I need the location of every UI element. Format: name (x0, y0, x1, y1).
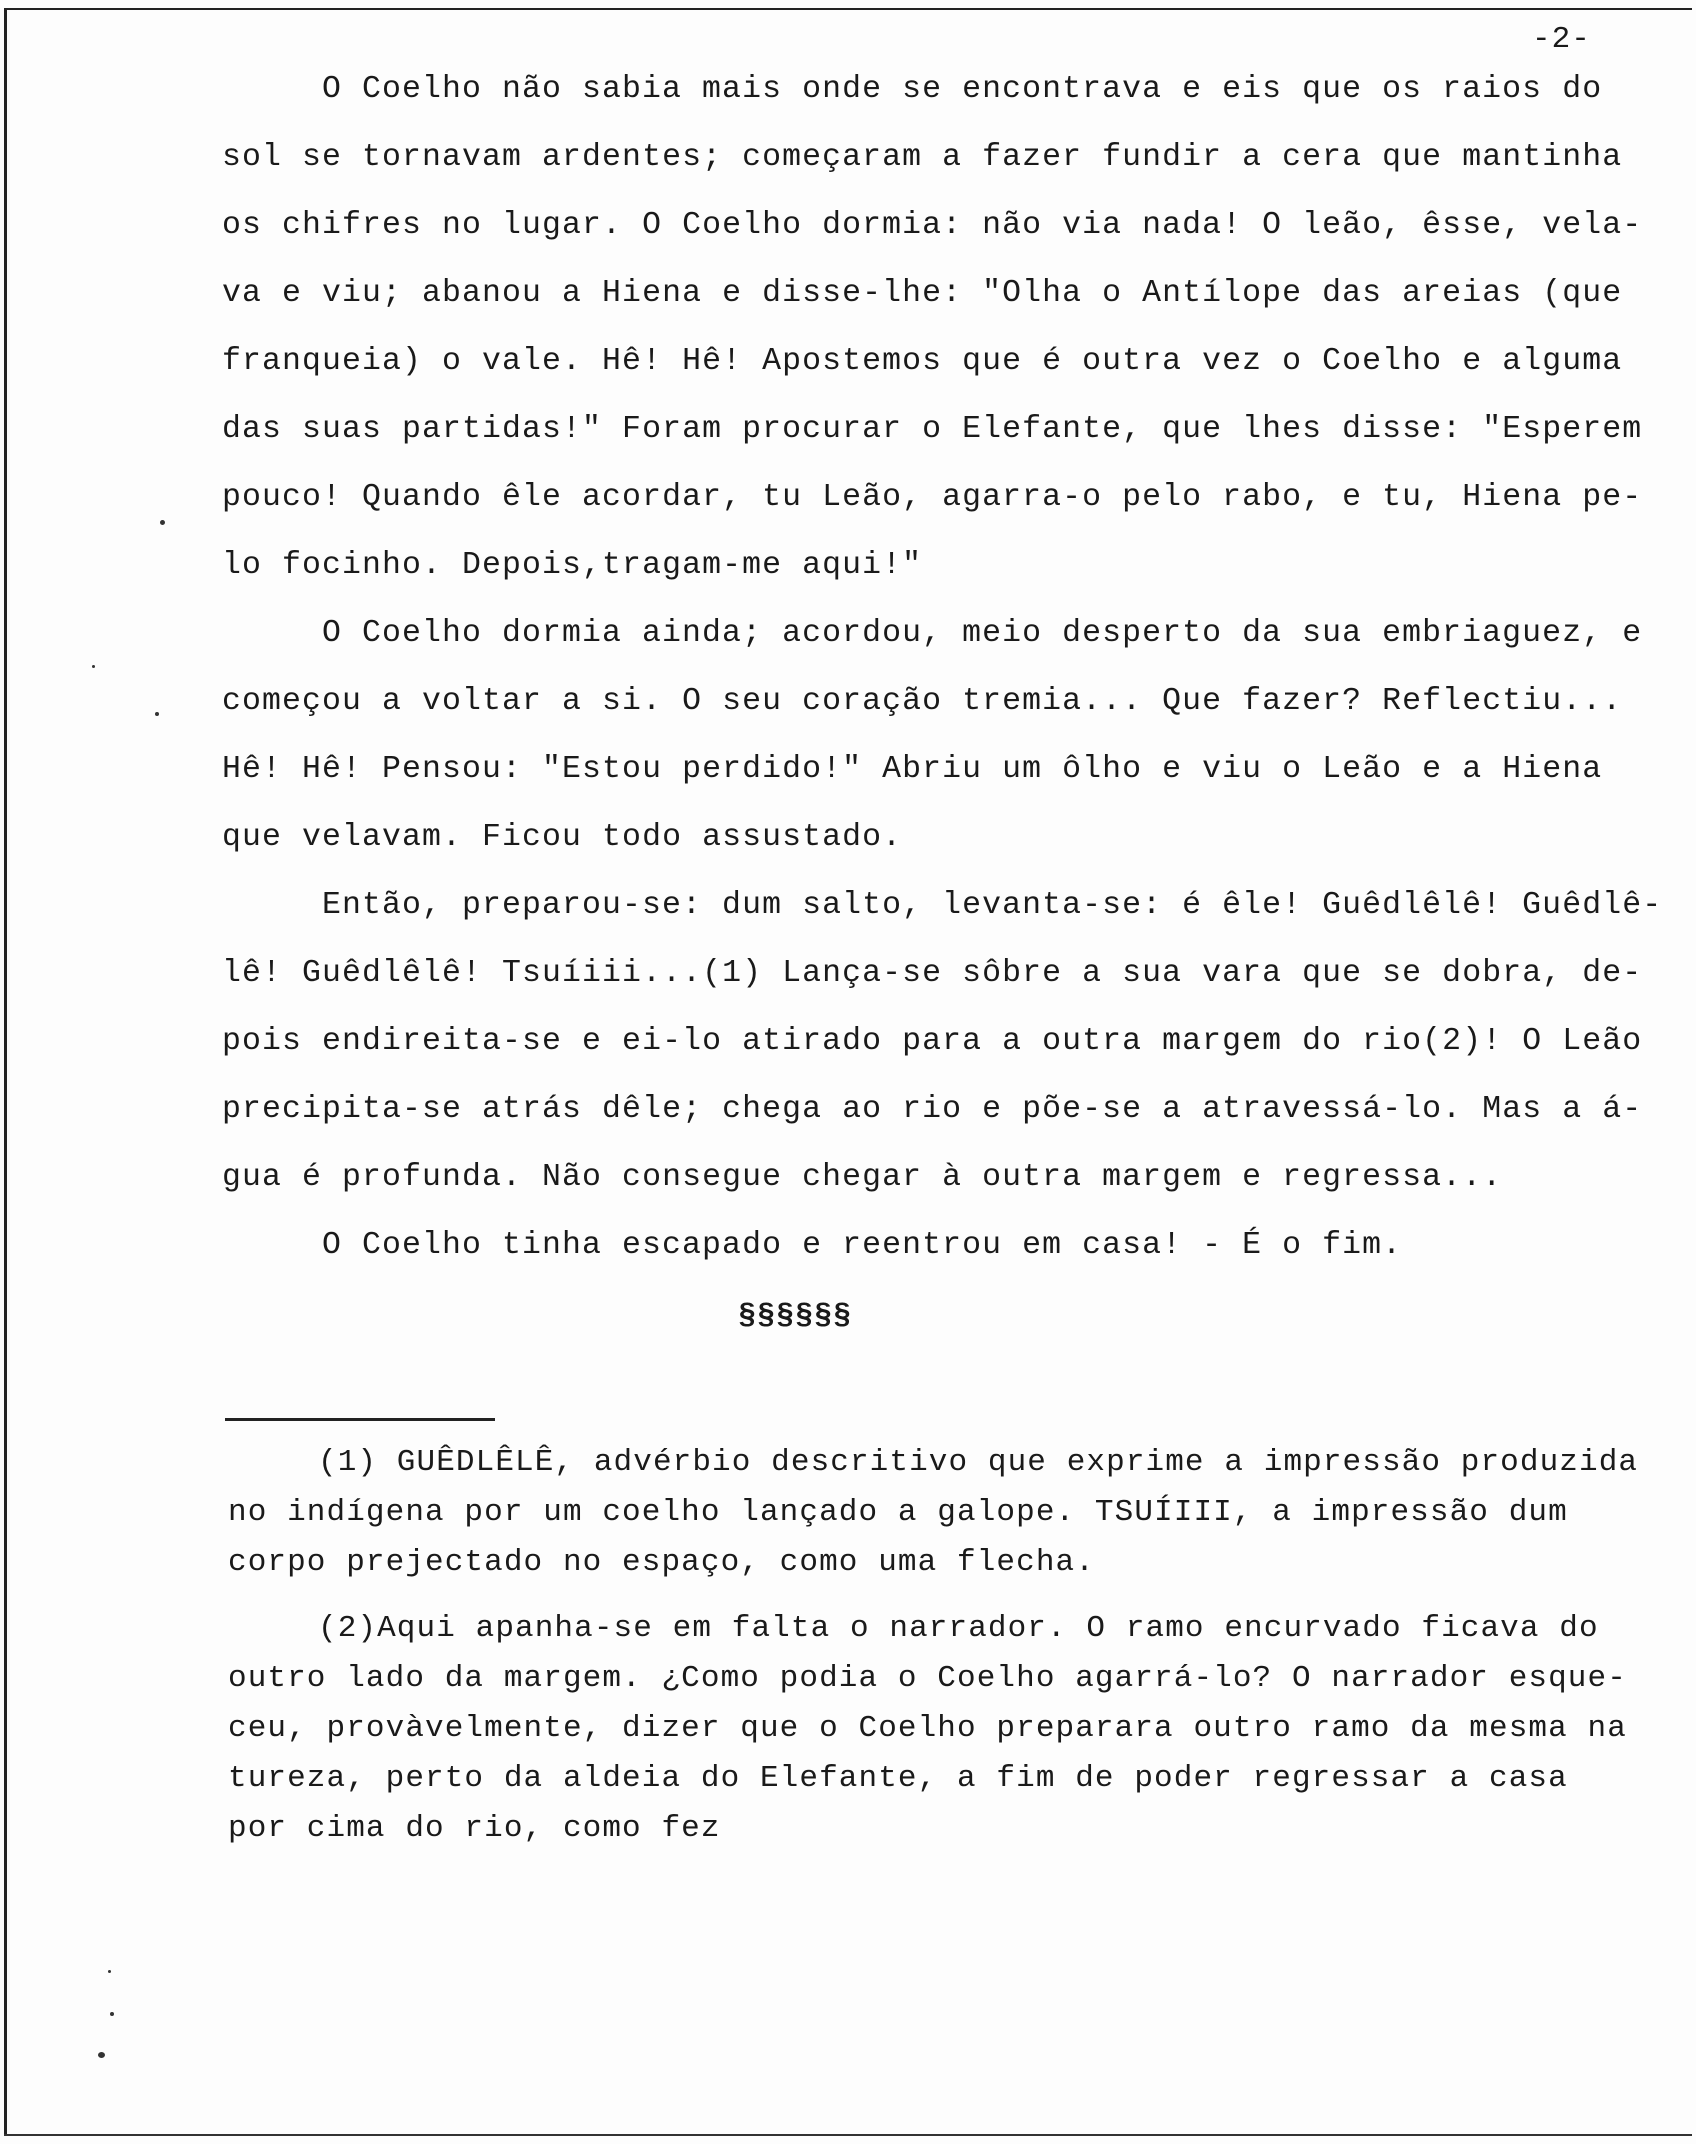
text-line: O Coelho dormia ainda; acordou, meio desperto da sua embriaguez, e (322, 616, 1643, 651)
paragraph (222, 56, 1682, 600)
scan-speck (108, 1970, 111, 1973)
text-line: os chifres no lugar. O Coelho dormia: não via nada! O leão, êsse, vela- (222, 208, 1643, 243)
footnote-2 (228, 1604, 1678, 1854)
text-line: lo focinho. Depois,tragam-me aqui!" (222, 548, 923, 583)
text-line: pouco! Quando êle acordar, tu Leão, agarra-o pelo rabo, e tu, Hiena pe- (222, 480, 1643, 515)
text-line: sol se tornavam ardentes; começaram a fazer fundir a cera que mantinha (222, 140, 1623, 175)
footnote-line: corpo prejectado no espaço, como uma flecha. (228, 1545, 1095, 1580)
scan-speck (92, 665, 95, 668)
footnote-rule (225, 1418, 495, 1421)
scan-speck (98, 2052, 105, 2058)
text-line: das suas partidas!" Foram procurar o Elefante, que lhes disse: "Esperem (222, 412, 1643, 447)
paragraph (222, 600, 1682, 872)
footnote-line: (2)Aqui apanha-se em falta o narrador. O ramo encurvado ficava do (318, 1611, 1599, 1646)
body-text (222, 56, 1682, 1280)
text-line: franqueia) o vale. Hê! Hê! Apostemos que é outra vez o Coelho e alguma (222, 344, 1623, 379)
footnote-line: por cima do rio, como fez (228, 1811, 721, 1846)
text-line: O Coelho tinha escapado e reentrou em casa! - É o fim. (322, 1228, 1403, 1263)
scan-speck (155, 712, 159, 716)
footnote-line: ceu, provàvelmente, dizer que o Coelho preparara outro ramo da mesma na (228, 1711, 1627, 1746)
text-line: O Coelho não sabia mais onde se encontrava e eis que os raios do (322, 72, 1603, 107)
section-separator: §§§§§§ (738, 1300, 853, 1334)
page-top-edge (4, 8, 1692, 10)
paragraph (222, 1212, 1682, 1280)
page-bottom-edge (4, 2134, 1692, 2136)
scan-speck (160, 520, 165, 525)
footnote-line: outro lado da margem. ¿Como podia o Coelho agarrá-lo? O narrador esque- (228, 1661, 1627, 1696)
footnote-line: (1) GUÊDLÊLÊ, advérbio descritivo que exprime a impressão produzida (318, 1445, 1639, 1480)
text-line: gua é profunda. Não consegue chegar à outra margem e regressa... (222, 1160, 1503, 1195)
text-line: lê! Guêdlêlê! Tsuíiii...(1) Lança-se sôbre a sua vara que se dobra, de- (222, 956, 1643, 991)
text-line: va e viu; abanou a Hiena e disse-lhe: "Olha o Antílope das areias (que (222, 276, 1623, 311)
footnote-1 (228, 1438, 1678, 1588)
page-left-edge (4, 8, 7, 2134)
text-line: Então, preparou-se: dum salto, levanta-se: é êle! Guêdlêlê! Guêdlê- (322, 888, 1663, 923)
text-line: pois endireita-se e ei-lo atirado para a outra margem do rio(2)! O Leão (222, 1024, 1643, 1059)
text-line: começou a voltar a si. O seu coração tremia... Que fazer? Reflectiu... (222, 684, 1623, 719)
text-line: que velavam. Ficou todo assustado. (222, 820, 903, 855)
paragraph (222, 872, 1682, 1212)
page-number: -2- (1532, 22, 1591, 57)
text-line: precipita-se atrás dêle; chega ao rio e põe-se a atravessá-lo. Mas a á- (222, 1092, 1643, 1127)
footnote-line: no indígena por um coelho lançado a galope. TSUÍIII, a impressão dum (228, 1495, 1568, 1530)
text-line: Hê! Hê! Pensou: "Estou perdido!" Abriu um ôlho e viu o Leão e a Hiena (222, 752, 1603, 787)
scan-speck (110, 2012, 114, 2016)
footnote-line: tureza, perto da aldeia do Elefante, a fim de poder regressar a casa (228, 1761, 1568, 1796)
footnotes (228, 1438, 1678, 1870)
